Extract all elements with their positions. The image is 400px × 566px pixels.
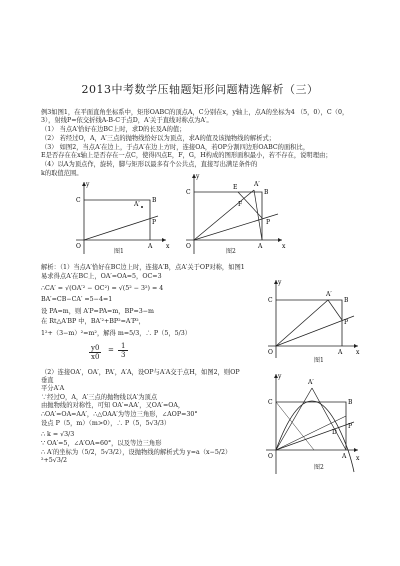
text-line: （4）以A为顶点作，旋转，脚与矩形以最多有个公共点，直接写出满足条件的 [41,161,258,168]
fraction-display [89,344,101,361]
label-x: x [356,455,360,462]
label-F: F [238,201,243,208]
caption-fig1-right: 图1 [314,357,324,364]
text-line: 解析：（1）当点A′恰好在BC边上时，连接A′B，点A′关于OP对称，如图1 [41,264,245,271]
text-line: ∵ OA′=5，∠A′OA=60°，以及等边三角形 [41,440,162,447]
frac-left-num: y0 [90,344,100,352]
label-y: y [196,173,200,180]
label-A-prime: A′ [308,379,314,386]
label-O: O [76,243,81,250]
text-line: 设点 P（5，m）（m>0），∴ P（5，5√3/3） [41,420,171,427]
label-y: y [278,279,282,286]
text-line: （1） 当点A′恰好在边BC上时，求D的长及A的值； [41,126,186,133]
label-A-prime: A′ [254,181,260,188]
label-B: B [344,297,349,304]
text-line: （2）连接OA′，OA′，PA′，A′A，设OP与A′A交于点H，如图2，则OP垂直 [41,369,240,384]
text-line: ∴ A′的坐标为（5/2，5√3/2），设抛物线的解析式为 y=a（x−5/2）²+5√3/2 [41,449,232,464]
caption-fig2-right: 图2 [314,464,324,471]
caption-fig1: 图1 [114,248,124,255]
label-B: B [264,189,269,196]
page-title: 2013中考数学压轴题矩形问题精选解析（三） [81,83,319,96]
label-x: x [356,349,360,356]
figure-1-right [262,278,362,360]
label-P: P [266,219,271,226]
label-E: E [233,184,238,191]
label-C: C [268,399,273,406]
label-B: B [348,399,353,406]
text-line: （3） 如图2，当点A′在边上，于点A′在边上方时，连接OA，若OP分割四边形OABC的面积比， [41,144,310,151]
label-A: A [342,453,347,460]
text-line: 1²+（3−m）²=m²，解得 m=5/3，∴ P（5，5/3） [41,330,192,337]
label-A-prime: A′ [134,201,140,208]
label-D: D [332,429,337,436]
frac-den: 3 [118,350,128,359]
label-O: O [186,243,191,250]
label-C: C [268,297,273,304]
text-line: （2） 若经过O，A，A′三点的抛物线恰好以为顶点，求A的值及该抛物线的解析式； [41,135,276,142]
figure-2-right [262,372,362,476]
text-line: E是否存在在x轴上是否存在一点C，使得四点E，F，G，H构成的图形面积最小，若不存在，说明理由； [41,152,332,159]
fraction-value [118,342,128,359]
caption-fig2: 图2 [226,248,236,255]
text-line: 3），射线P=依交折线A-B-C于点D，A′关于直线对称点为A′。 [41,117,213,124]
label-O: O [268,453,273,460]
label-A: A [148,243,153,250]
label-y: y [86,181,90,188]
frac-left-den: x0 [91,353,100,361]
text-line: k的取值范围。 [41,170,83,177]
label-P: P [152,219,157,226]
text-line: 设 PA=m，则 A′P=PA=m，BP=3−m [41,308,154,315]
label-A: A [338,349,343,356]
text-line: 例3如图1，在平面直角坐标系中，矩形OABC的顶点A，C分别在x，y轴上，点A的坐标为4 （5，0），C（0， [41,109,349,116]
label-O: O [268,349,273,356]
text-line: BA′=CB−CA′ =5−4=1 [41,296,113,303]
text-line: 易求得点A′在BC上，OA′=OA=5，OC=3 [41,273,162,280]
label-C: C [186,189,191,196]
frac-num: 1 [121,342,126,350]
label-A: A [258,243,263,250]
text-line: ∴OA′=OA=AA′，∴△OAA′为等边三角形，∠AOP=30° [41,411,198,418]
text-line: 由抛物线的对称性，可知 OA′=AA′，又OA′=OA， [41,402,185,409]
label-P: P [344,319,349,326]
label-B: B [152,197,157,204]
label-P: P [348,423,353,430]
label-y: y [278,373,282,380]
label-x: x [166,243,170,250]
text-line: 在 Rt△A′BP 中，BA′²+BP²=A′P²， [41,318,145,325]
text-line: 平分A′A [41,385,65,392]
text-line: ∴ k = √3/3 [41,431,75,438]
equals-sign: = [108,346,114,354]
text-line: ∵经过O，A，A′三点的抛物线以A′为顶点 [41,394,158,401]
label-x: x [282,243,286,250]
label-A-prime: A′ [326,291,332,298]
text-line: ∴CA′ = √(OA′² − OC²) = √(5² − 3²) = 4 [41,285,164,292]
label-C: C [76,197,81,204]
